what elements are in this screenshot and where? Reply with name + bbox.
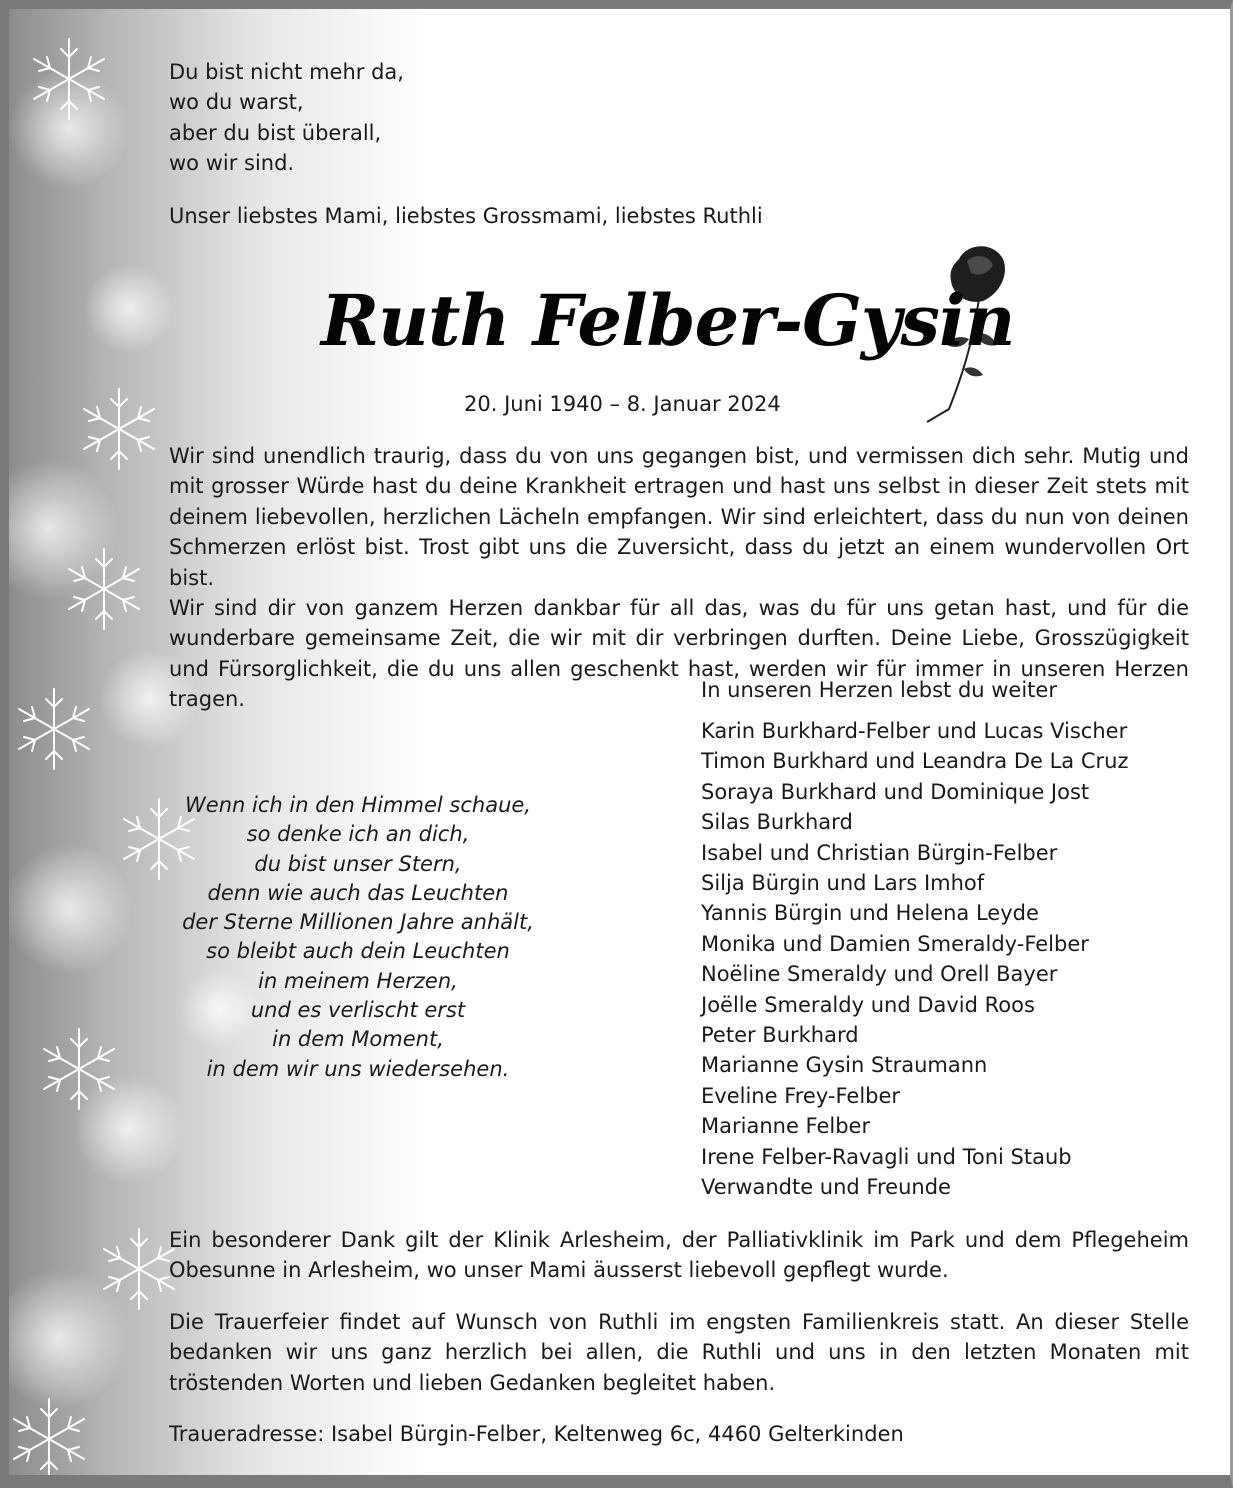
poem-line: Wenn ich in den Himmel schaue, [185, 793, 531, 817]
poem-line: so bleibt auch dein Leuchten [206, 939, 510, 964]
mourner-entry: Timon Burkhard und Leandra De La Cruz [701, 749, 1129, 774]
message-paragraph: Wir sind dir von ganzem Herzen dankbar für all das, was du für uns getan hast, und für die wunderbare gemeinsame Zeit, die wir mit dir verbringen durften. Deine Liebe, Grosszügigkeit und Fürsorglichkeit, die du uns allen geschenkt hast, werden wir für immer in unseren Herzen tragen. [169, 596, 1189, 712]
verse-line: wo wir sind. [169, 151, 295, 176]
intro-line: Unser liebstes Mami, liebstes Grossmami, liebstes Ruthli [169, 204, 763, 228]
poem-line: in dem Moment, [272, 1027, 444, 1052]
poem-line: in meinem Herzen, [258, 968, 458, 993]
mourner-entry: Soraya Burkhard und Dominique Jost [701, 779, 1090, 804]
mourner-entry: Verwandte und Freunde [701, 1175, 951, 1200]
thanks-paragraph: Ein besonderer Dank gilt der Klinik Arlesheim, der Palliativklinik im Park und dem Pflegeheim Obesunne in Arlesheim, wo unser Mami äusserst liebevoll gepflegt wurde. [169, 1228, 1189, 1283]
mourner-entry: Silas Burkhard [701, 810, 853, 835]
mourner-entry: Joëlle Smeraldy und David Roos [701, 992, 1035, 1017]
mourner-entry: Silja Bürgin und Lars Imhof [701, 871, 985, 896]
mourner-entry: Marianne Gysin Straumann [701, 1053, 988, 1078]
message-paragraph: Wir sind unendlich traurig, dass du von uns gegangen bist, und vermissen dich sehr. Mutig und mit grosser Würde hast du deine Krankheit ertragen und hast uns selbst in dieser Zeit stets mit deinem liebevollen, herzlichen Lächeln empfangen. Wir sind erleichtert, dass du nun von deinen Schmerzen erlöst bist. Trost gibt uns die Zuversicht, dass du jetzt an einem wundervollen Ort bist. [169, 444, 1189, 590]
mourner-entry: Isabel und Christian Bürgin-Felber [701, 840, 1058, 865]
poem-line: so denke ich an dich, [246, 822, 470, 847]
poem-line: der Sterne Millionen Jahre anhält, [182, 910, 534, 935]
mourner-entry: Marianne Felber [701, 1114, 871, 1139]
mourner-entry: Karin Burkhard-Felber und Lucas Vischer [701, 719, 1128, 743]
deceased-name: Ruth Felber-Gysin [321, 279, 1015, 362]
poem-line: denn wie auch das Leuchten [207, 880, 509, 905]
verse-line: Du bist nicht mehr da, [169, 60, 404, 84]
poem-line: in dem wir uns wiedersehen. [206, 1056, 510, 1081]
mourner-entry: Noëline Smeraldy und Orell Bayer [701, 962, 1058, 987]
mourner-entry: Eveline Frey-Felber [701, 1083, 901, 1108]
mourner-entry: Peter Burkhard [701, 1023, 859, 1048]
mourning-address: Traueradresse: Isabel Bürgin-Felber, Keltenweg 6c, 4460 Gelterkinden [169, 1422, 904, 1446]
mourner-entry: Yannis Bürgin und Helena Leyde [701, 901, 1039, 926]
opening-verse [169, 57, 404, 179]
mourners-list [701, 716, 1128, 1203]
life-dates: 20. Juni 1940 – 8. Januar 2024 [464, 392, 781, 416]
star-poem [169, 791, 547, 1084]
mourner-entry: Monika und Damien Smeraldy-Felber [701, 931, 1089, 956]
verse-line: aber du bist überall, [169, 120, 382, 145]
mourner-entry: Irene Felber-Ravagli und Toni Staub [701, 1144, 1072, 1169]
verse-line: wo du warst, [169, 90, 304, 115]
poem-line: du bist unser Stern, [254, 851, 462, 876]
message-text [169, 441, 1189, 715]
poem-line: und es verlischt erst [250, 998, 466, 1023]
mourners-heading: In unseren Herzen lebst du weiter [701, 678, 1057, 702]
ceremony-paragraph: Die Trauerfeier findet auf Wunsch von Ruthli im engsten Familienkreis statt. An dieser Stelle bedanken wir uns ganz herzlich bei allen, die Ruthli und uns in den letzten Monaten mit tröstenden Worten und lieben Gedanken begleitet haben. [169, 1310, 1189, 1395]
